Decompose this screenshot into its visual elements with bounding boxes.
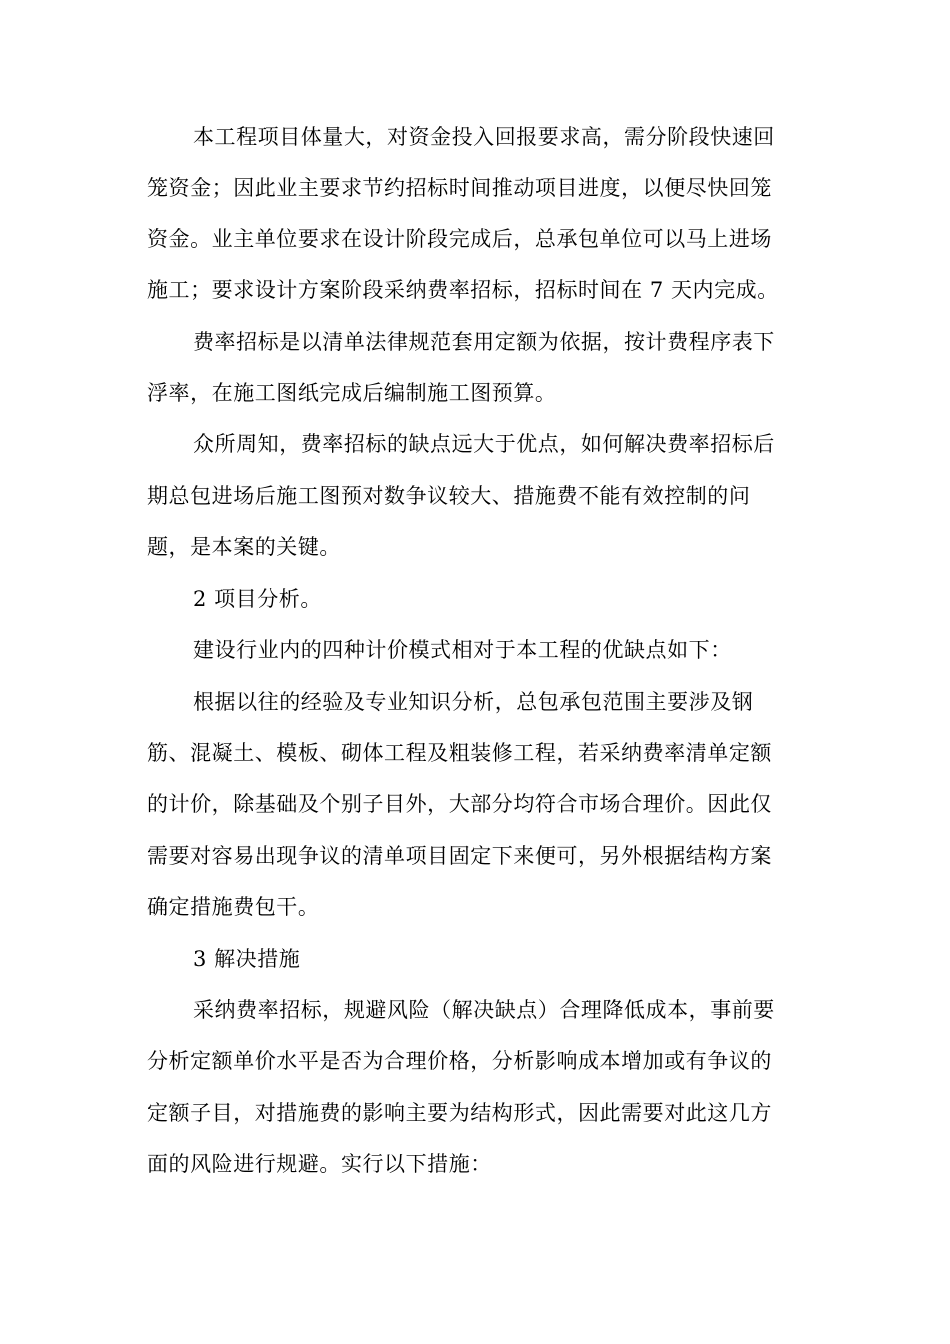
paragraph-6-line-3: 定额子目，对措施费的影响主要为结构形式，因此需要对此这几方 (147, 1101, 772, 1125)
paragraph-4-line-1: 建设行业内的四种计价模式相对于本工程的优缺点如下： (193, 638, 732, 662)
paragraph-3-line-2: 期总包进场后施工图预对数争议较大、措施费不能有效控制的问 (147, 484, 751, 508)
paragraph-5-line-1: 根据以往的经验及专业知识分析，总包承包范围主要涉及钢 (193, 690, 754, 714)
paragraph-1-line-1: 本工程项目体量大，对资金投入回报要求高，需分阶段快速回 (193, 125, 775, 149)
paragraph-1-line-3: 资金。业主单位要求在设计阶段完成后，总承包单位可以马上进场 (147, 227, 772, 251)
section-heading-2: 2 项目分析。 (193, 587, 322, 611)
paragraph-3-line-1: 众所周知，费率招标的缺点远大于优点，如何解决费率招标后 (193, 432, 775, 456)
paragraph-6-line-1: 采纳费率招标，规避风险（解决缺点）合理降低成本，事前要 (193, 998, 775, 1022)
paragraph-5-line-2: 筋、混凝土、模板、砌体工程及粗装修工程，若采纳费率清单定额 (147, 741, 772, 765)
paragraph-2-line-2: 浮率，在施工图纸完成后编制施工图预算。 (147, 381, 557, 405)
paragraph-1-line-2: 笼资金；因此业主要求节约招标时间推动项目进度，以便尽快回笼 (147, 176, 772, 200)
paragraph-5-line-4: 需要对容易出现争议的清单项目固定下来便可，另外根据结构方案 (147, 844, 772, 868)
paragraph-6-line-4: 面的风险进行规避。实行以下措施： (147, 1152, 492, 1176)
paragraph-5-line-3: 的计价，除基础及个别子目外，大部分均符合市场合理价。因此仅 (147, 792, 772, 816)
paragraph-3-line-3: 题，是本案的关键。 (147, 535, 341, 559)
section-heading-3: 3 解决措施 (193, 947, 301, 971)
paragraph-6-line-2: 分析定额单价水平是否为合理价格，分析影响成本增加或有争议的 (147, 1049, 772, 1073)
paragraph-2-line-1: 费率招标是以清单法律规范套用定额为依据，按计费程序表下 (193, 330, 775, 354)
paragraph-5-line-5: 确定措施费包干。 (147, 895, 320, 919)
paragraph-1-line-4: 施工；要求设计方案阶段采纳费率招标，招标时间在 7 天内完成。 (147, 278, 779, 302)
